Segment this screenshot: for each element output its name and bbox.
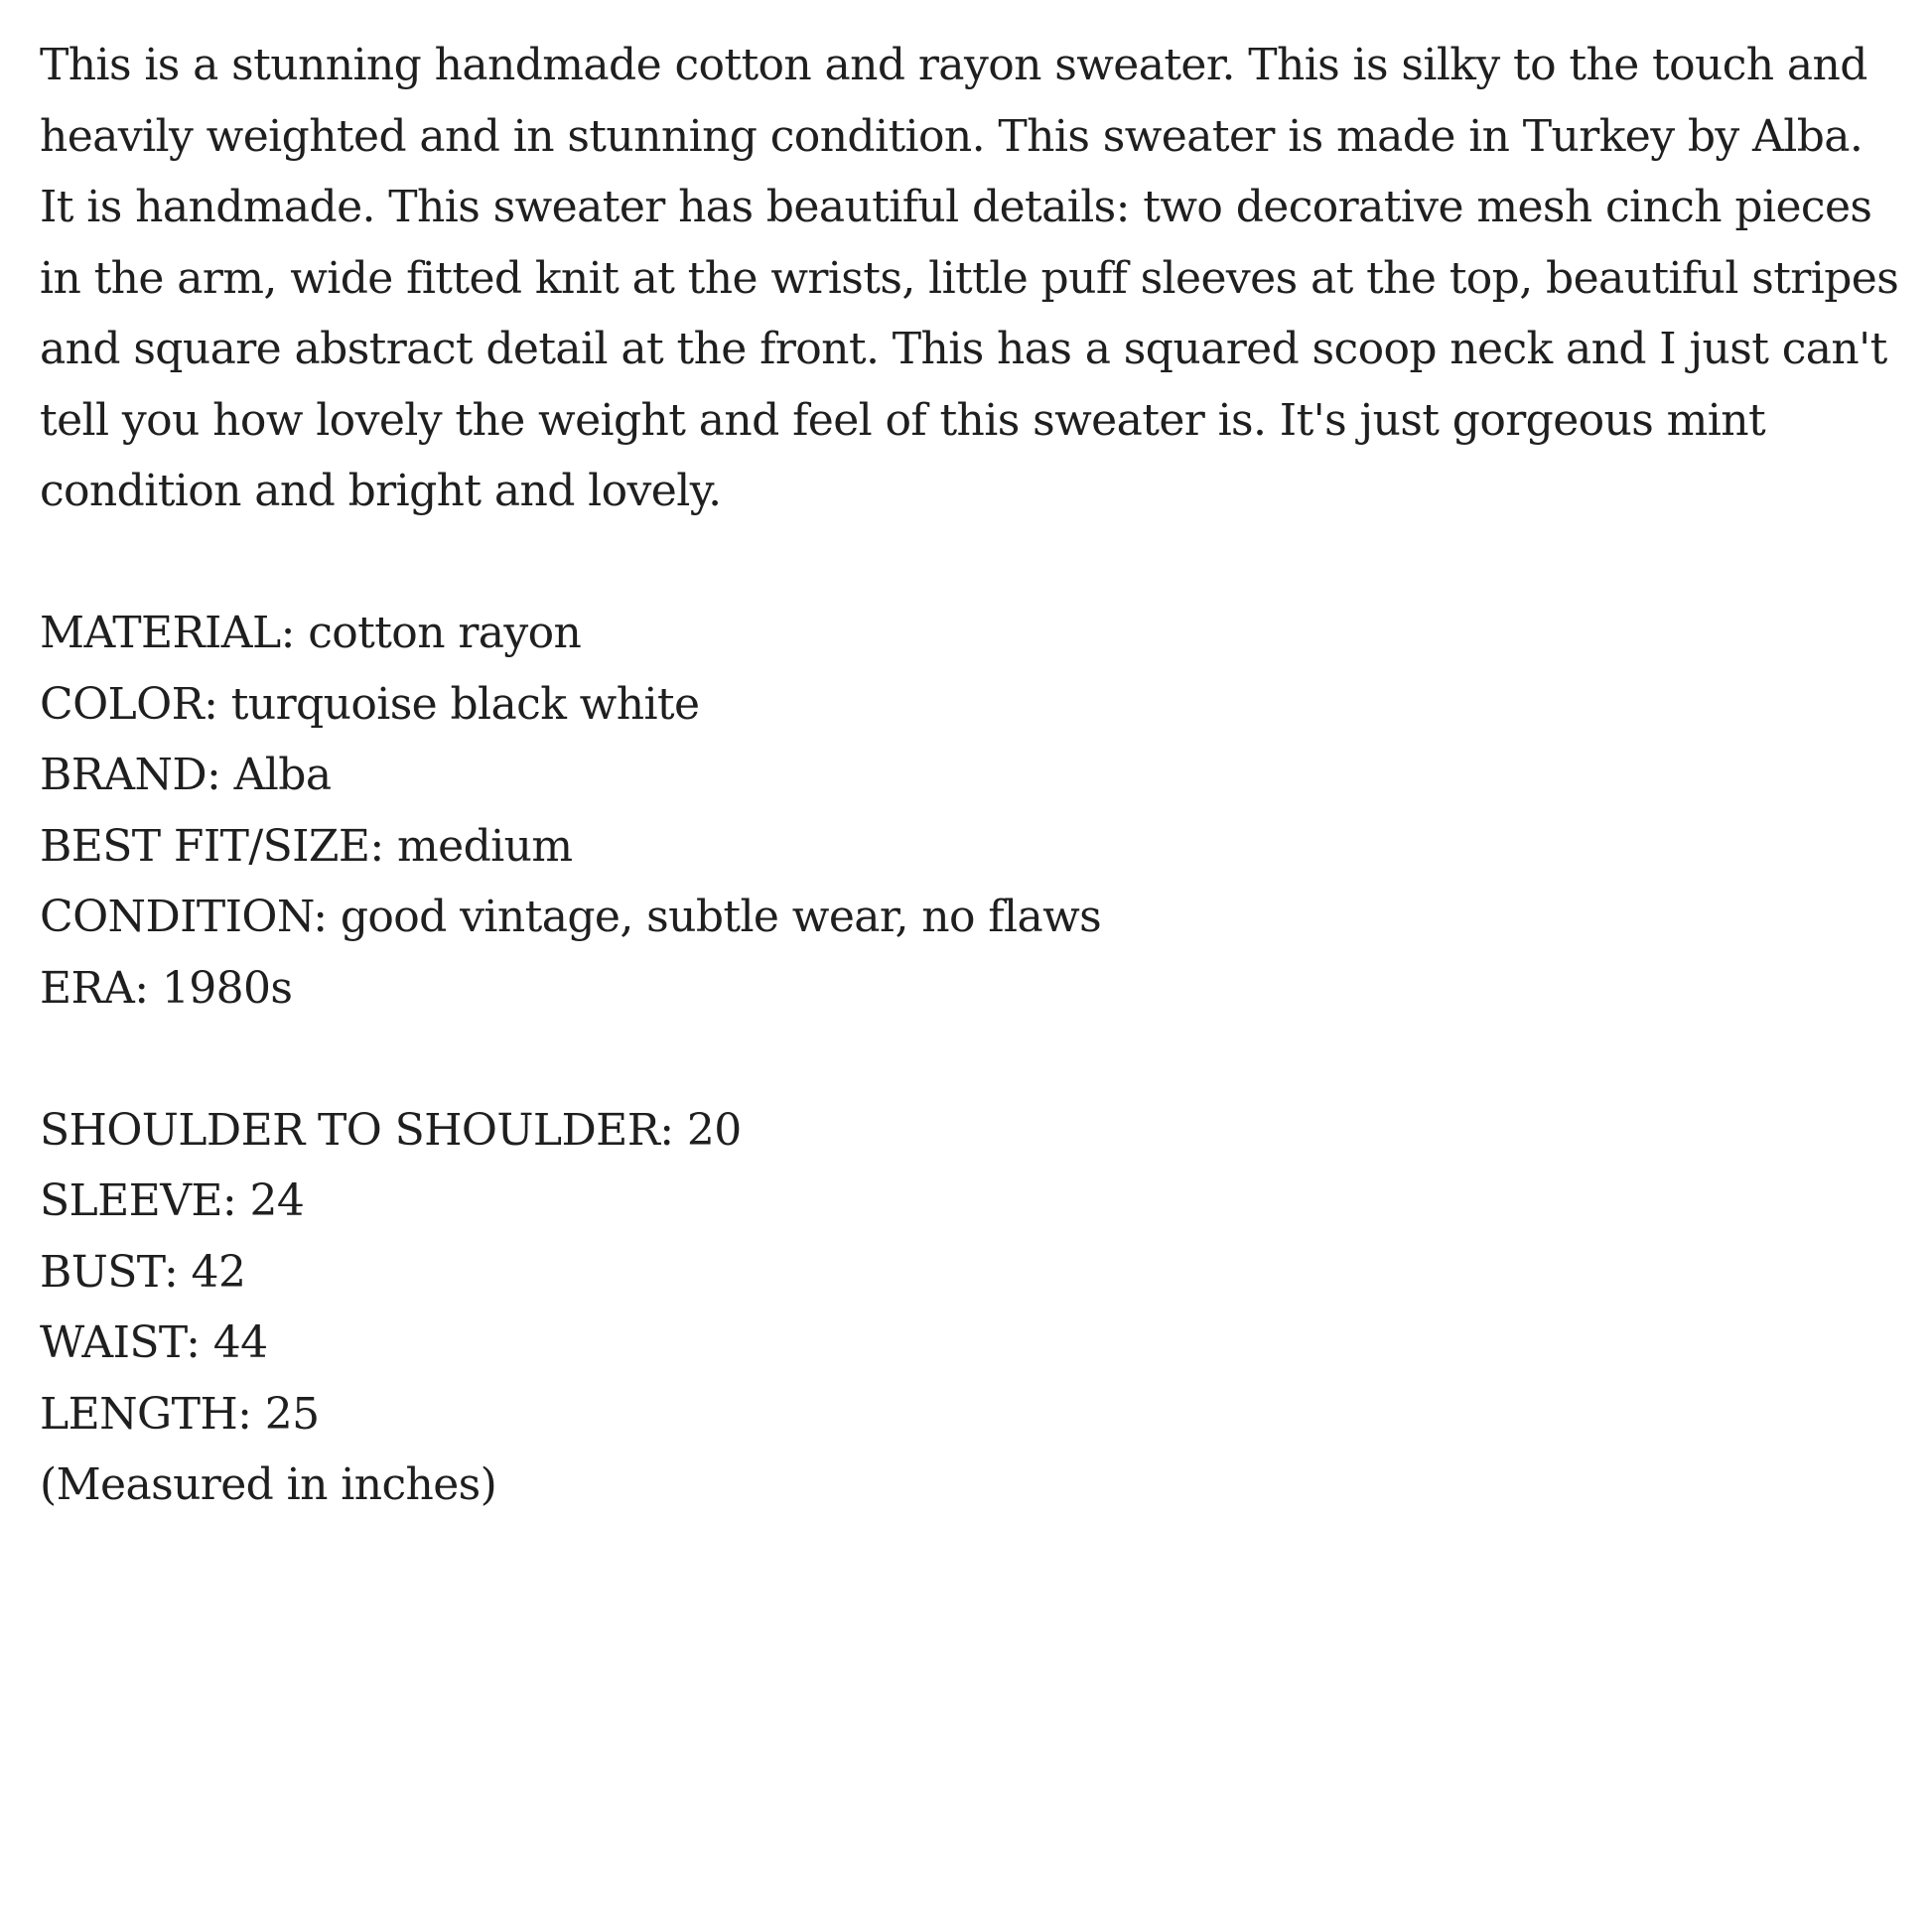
detail-era: ERA: 1980s	[40, 962, 293, 1014]
measurements-list	[40, 1095, 1892, 1521]
detail-color: COLOR: turquoise black white	[40, 678, 700, 730]
measurement-units-note: (Measured in inches)	[40, 1459, 497, 1510]
detail-condition: CONDITION: good vintage, subtle wear, no flaws	[40, 892, 1102, 942]
measurement-bust: BUST: 42	[40, 1246, 246, 1298]
detail-best-fit-size: BEST FIT/SIZE: medium	[40, 820, 573, 872]
measurement-waist: WAIST: 44	[40, 1317, 268, 1368]
product-description-paragraph: This is a stunning handmade cotton and rayon sweater. This is silky to the touch and heavily weighted and in stunning condition. This sweater is made in Turkey by Alba. It is handmade. This sweater has beautiful details: two decorative mesh cinch pieces in the arm, wide fitted knit at the wrists, little puff sleeves at the top, beautiful stripes and square abstract detail at the front. This has a squared scoop neck and I just can't tell you how lovely the weight and feel of this sweater is. It's just gorgeous mint condition and bright and lovely.	[40, 40, 1899, 516]
measurement-length: LENGTH: 25	[40, 1388, 320, 1440]
detail-brand: BRAND: Alba	[40, 750, 332, 800]
detail-material: MATERIAL: cotton rayon	[40, 608, 582, 658]
measurement-shoulder-to-shoulder: SHOULDER TO SHOULDER: 20	[40, 1104, 742, 1156]
measurement-sleeve: SLEEVE: 24	[40, 1175, 305, 1226]
product-details-list	[40, 598, 1892, 1024]
